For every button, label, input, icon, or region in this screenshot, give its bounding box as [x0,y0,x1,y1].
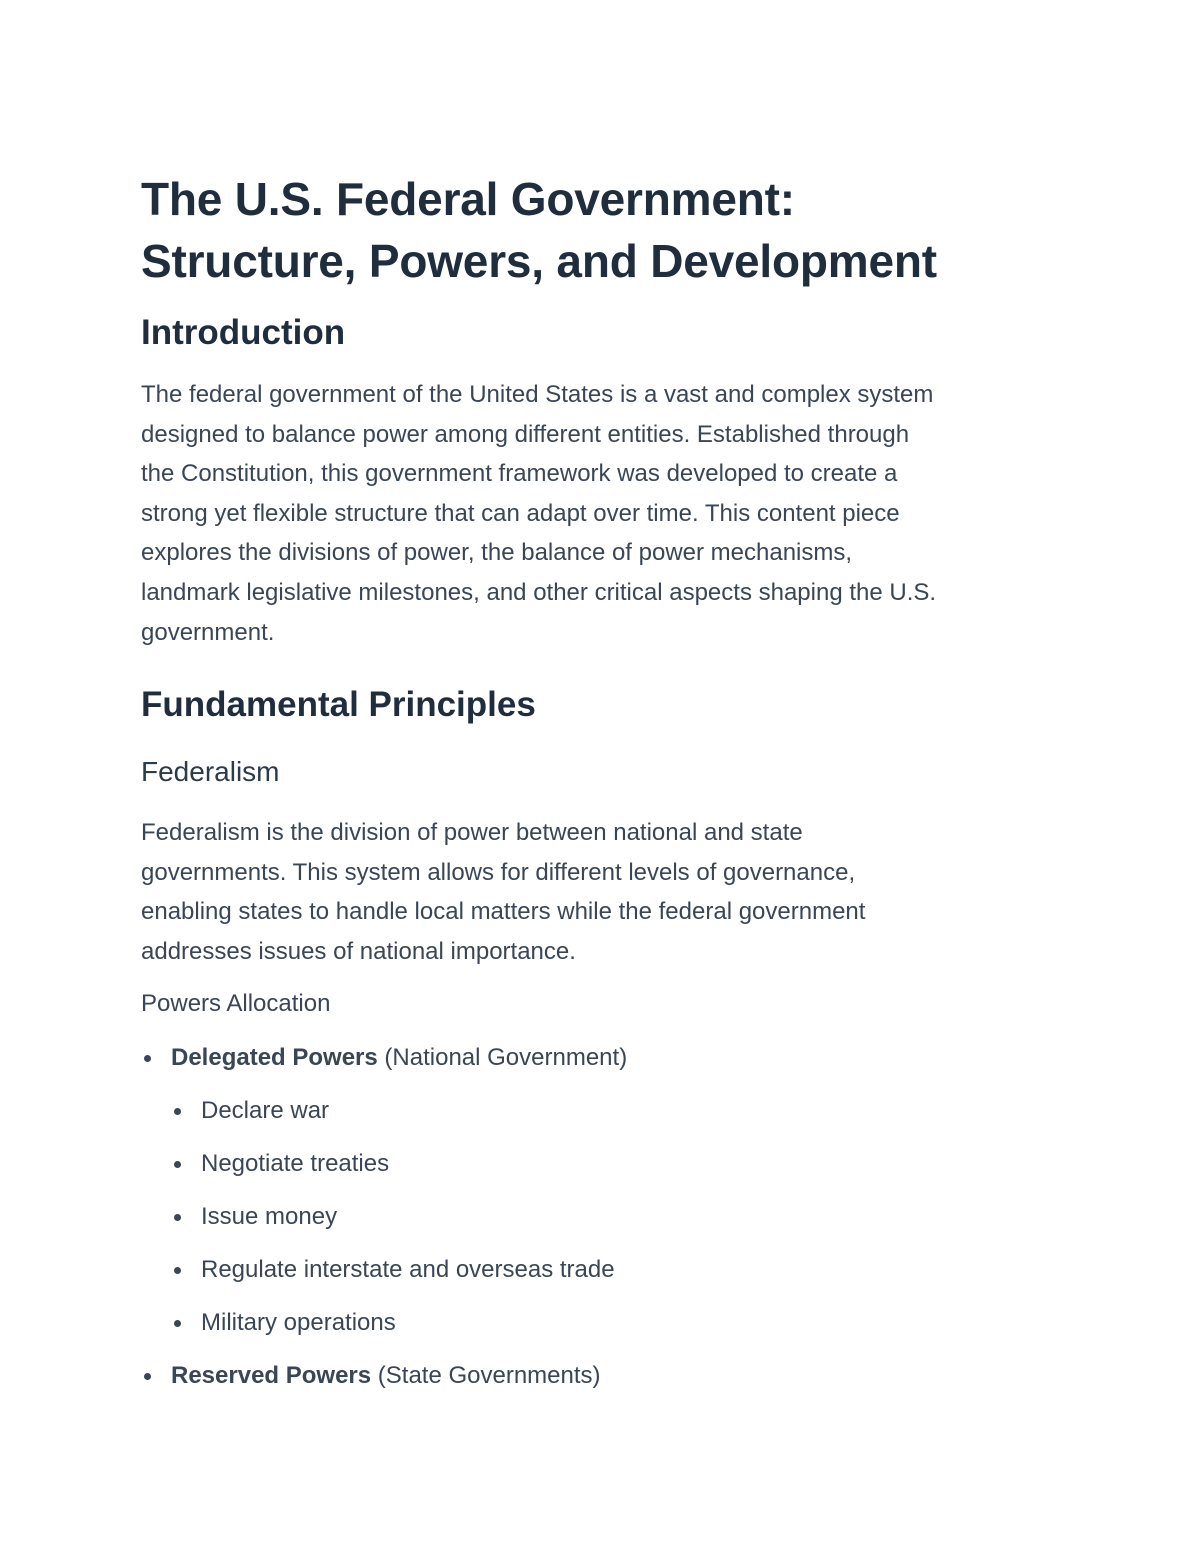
introduction-heading: Introduction [141,313,346,352]
delegated-powers-label: Delegated Powers [171,1043,378,1071]
delegated-powers-note: (National Government) [377,1043,628,1071]
list-item [171,1148,1061,1180]
list-item [171,1307,1061,1339]
list-item [141,1042,1061,1339]
fundamental-principles-heading: Fundamental Principles [141,685,536,725]
list-item [171,1201,1061,1233]
document-title [141,168,1061,292]
document-page [141,168,1061,1413]
bullet-icon [144,1373,151,1380]
powers-allocation-heading: Powers Allocation [141,989,331,1017]
federalism-line: Federalism is the division of power between national and state [141,819,803,847]
bullet-icon [174,1108,181,1115]
introduction-line: landmark legislative milestones, and other critical aspects shaping the U.S. [141,578,937,606]
delegated-powers-sublist [171,1095,1061,1339]
bullet-icon [174,1214,181,1221]
powers-allocation-list [141,1042,1061,1392]
introduction-line: strong yet flexible structure that can adapt over time. This content piece [141,499,900,527]
introduction-line: The federal government of the United States is a vast and complex system [141,381,934,408]
list-item-text: Negotiate treaties [201,1149,390,1177]
reserved-powers-label: Reserved Powers [171,1361,372,1389]
list-item [141,1360,1061,1392]
federalism-line: addresses issues of national importance. [141,937,576,965]
bullet-icon [144,1055,151,1062]
document-title-line-1: The U.S. Federal Government: [141,173,795,225]
introduction-line: government. [141,618,275,646]
bullet-icon [174,1320,181,1327]
list-item [171,1095,1061,1127]
list-item-text: Issue money [201,1202,338,1230]
list-item-text: Military operations [201,1308,396,1336]
federalism-paragraph [141,813,1061,971]
document-title-line-2: Structure, Powers, and Development [141,235,937,287]
bullet-icon [174,1267,181,1274]
federalism-heading: Federalism [141,756,280,788]
list-item [171,1254,1061,1286]
federalism-line: enabling states to handle local matters while the federal government [141,898,866,926]
introduction-line: the Constitution, this government framework was developed to create a [141,460,898,488]
introduction-line: designed to balance power among different entities. Established through [141,420,910,448]
bullet-icon [174,1161,181,1168]
federalism-line: governments. This system allows for different levels of governance, [141,858,856,886]
introduction-line: explores the divisions of power, the balance of power mechanisms, [141,539,853,567]
list-item-text: Declare war [201,1096,330,1124]
list-item-text: Regulate interstate and overseas trade [201,1255,615,1283]
reserved-powers-note: (State Governments) [371,1361,601,1389]
introduction-paragraph [141,375,1061,652]
